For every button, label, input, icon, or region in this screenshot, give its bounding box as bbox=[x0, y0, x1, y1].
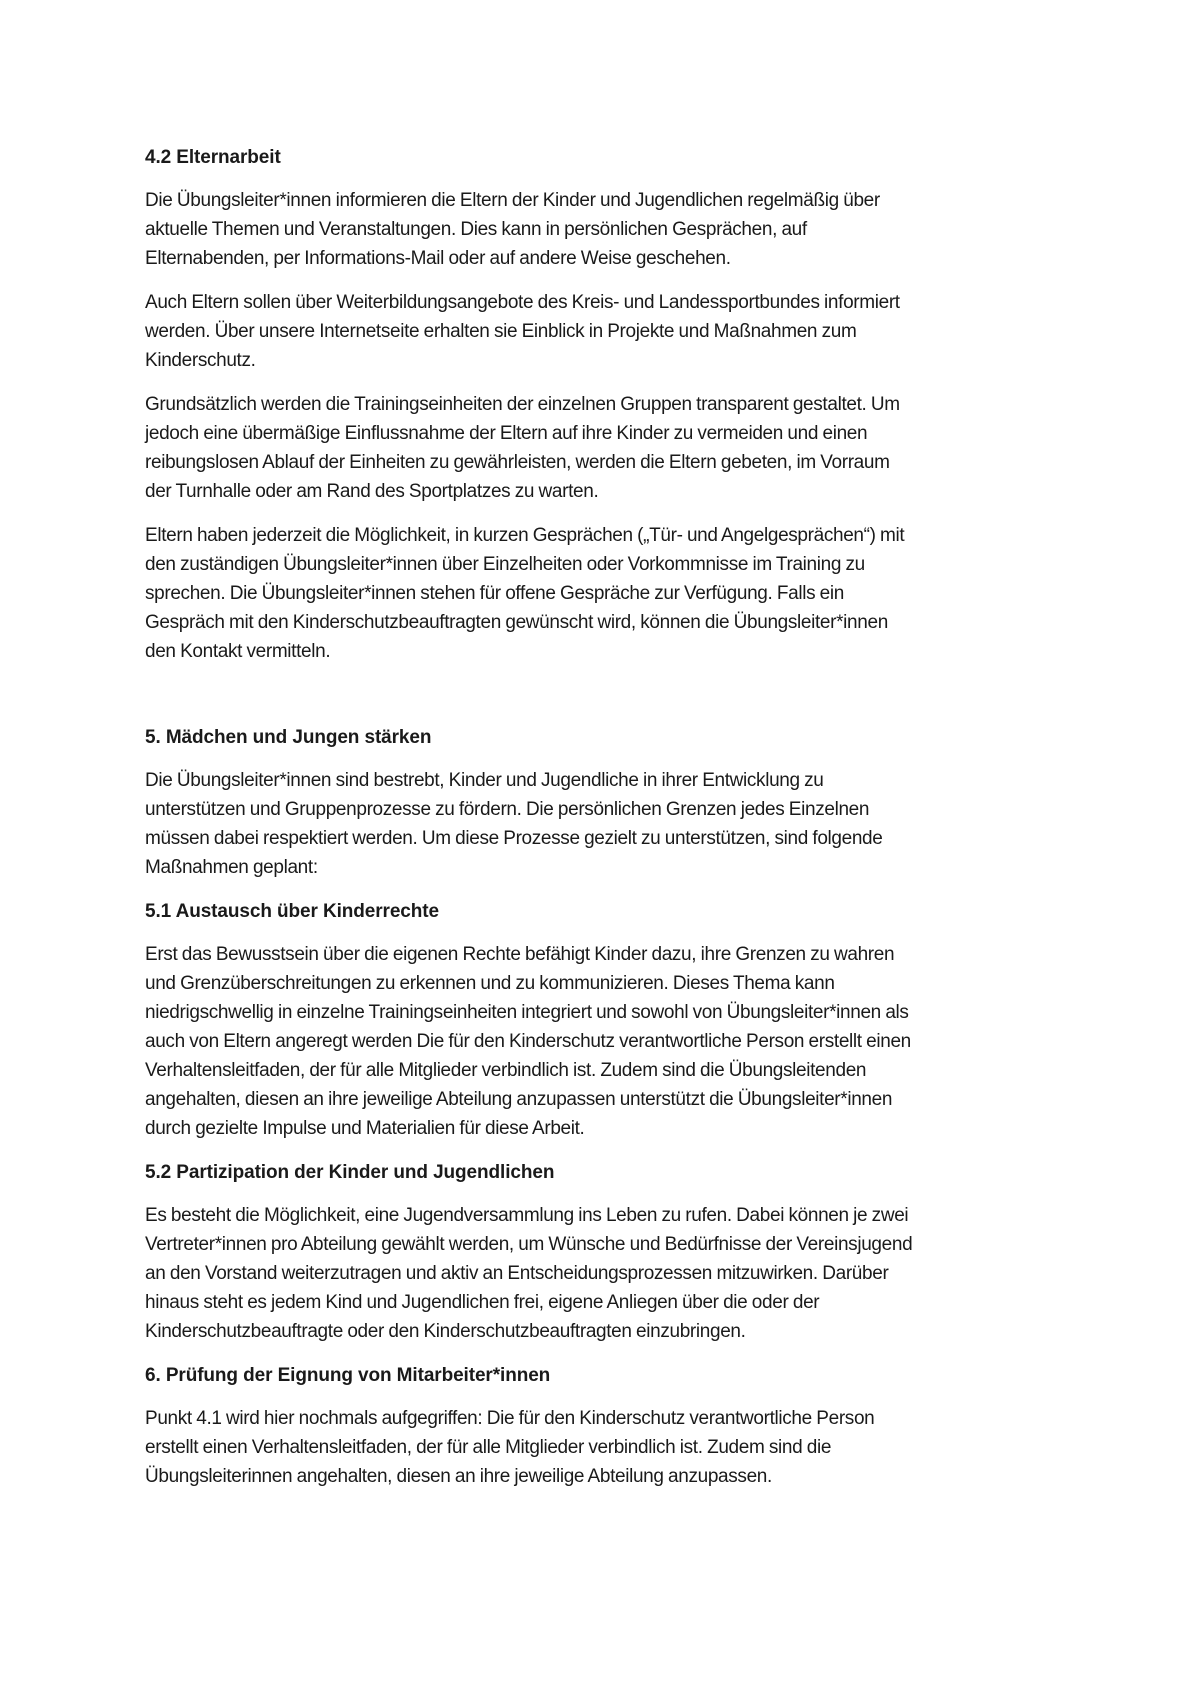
section-heading: 4.2 Elternarbeit bbox=[145, 147, 281, 168]
text-line: Erst das Bewusstsein über die eigenen Rechte befähigt Kinder dazu, ihre Grenzen zu wahren bbox=[145, 944, 895, 965]
text-line: Gespräch mit den Kinderschutzbeauftragten gewünscht wird, können die Übungsleiter*innen bbox=[145, 612, 888, 633]
text-line: aktuelle Themen und Veranstaltungen. Dies kann in persönlichen Gesprächen, auf bbox=[145, 219, 807, 240]
document-page bbox=[145, 143, 1065, 1506]
text-line: Elternabenden, per Informations-Mail oder auf andere Weise geschehen. bbox=[145, 248, 731, 269]
subsection-heading: 5.1 Austausch über Kinderrechte bbox=[145, 901, 439, 922]
section-4-2-elternarbeit bbox=[145, 143, 1065, 666]
text-line: durch gezielte Impulse und Materialien für diese Arbeit. bbox=[145, 1118, 585, 1139]
section-6-pruefung-der-eignung bbox=[145, 1361, 1065, 1491]
text-line: Vertreter*innen pro Abteilung gewählt werden, um Wünsche und Bedürfnisse der Vereinsjugend bbox=[145, 1234, 913, 1255]
text-line: den zuständigen Übungsleiter*innen über Einzelheiten oder Vorkommnisse im Training zu bbox=[145, 554, 865, 575]
text-line: und Grenzüberschreitungen zu erkennen und zu kommunizieren. Dieses Thema kann bbox=[145, 973, 835, 994]
text-line: der Turnhalle oder am Rand des Sportplatzes zu warten. bbox=[145, 481, 599, 502]
text-line: Es besteht die Möglichkeit, eine Jugendversammlung ins Leben zu rufen. Dabei können je zwei bbox=[145, 1205, 909, 1226]
text-line: an den Vorstand weiterzutragen und aktiv an Entscheidungsprozessen mitzuwirken. Darüber bbox=[145, 1263, 889, 1284]
text-line: müssen dabei respektiert werden. Um diese Prozesse gezielt zu unterstützen, sind folgende bbox=[145, 828, 883, 849]
text-line: hinaus steht es jedem Kind und Jugendlichen frei, eigene Anliegen über die oder der bbox=[145, 1292, 820, 1313]
section-5-2-partizipation bbox=[145, 1158, 1065, 1346]
text-line: Übungsleiterinnen angehalten, diesen an ihre jeweilige Abteilung anzupassen. bbox=[145, 1466, 772, 1487]
text-line: Die Übungsleiter*innen informieren die Eltern der Kinder und Jugendlichen regelmäßig über bbox=[145, 190, 880, 211]
text-line: sprechen. Die Übungsleiter*innen stehen für offene Gespräche zur Verfügung. Falls ein bbox=[145, 583, 844, 604]
paragraph bbox=[145, 288, 1065, 375]
text-line: Punkt 4.1 wird hier nochmals aufgegriffen: Die für den Kinderschutz verantwortliche Person bbox=[145, 1408, 875, 1429]
section-heading: 5. Mädchen und Jungen stärken bbox=[145, 727, 432, 748]
text-line: Verhaltensleitfaden, der für alle Mitglieder verbindlich ist. Zudem sind die Übungsleitenden bbox=[145, 1060, 867, 1081]
text-line: Eltern haben jederzeit die Möglichkeit, in kurzen Gesprächen („Tür- und Angelgesprächen“) mit bbox=[145, 525, 905, 546]
text-line: Kinderschutzbeauftragte oder den Kinderschutzbeauftragten einzubringen. bbox=[145, 1321, 746, 1342]
section-5-1-austausch-ueber-kinderrechte bbox=[145, 897, 1065, 1143]
text-line: werden. Über unsere Internetseite erhalten sie Einblick in Projekte und Maßnahmen zum bbox=[145, 321, 857, 342]
section-heading: 6. Prüfung der Eignung von Mitarbeiter*innen bbox=[145, 1365, 551, 1386]
text-line: Grundsätzlich werden die Trainingseinheiten der einzelnen Gruppen transparent gestaltet. Um bbox=[145, 394, 900, 415]
text-line: Die Übungsleiter*innen sind bestrebt, Kinder und Jugendliche in ihrer Entwicklung zu bbox=[145, 770, 824, 791]
text-line: angehalten, diesen an ihre jeweilige Abteilung anzupassen unterstützt die Übungsleiter*innen bbox=[145, 1089, 893, 1110]
text-line: auch von Eltern angeregt werden Die für den Kinderschutz verantwortliche Person erstellt einen bbox=[145, 1031, 911, 1052]
text-line: Auch Eltern sollen über Weiterbildungsangebote des Kreis- und Landessportbundes informiert bbox=[145, 292, 900, 313]
section-spacer bbox=[145, 681, 1065, 723]
text-line: den Kontakt vermitteln. bbox=[145, 641, 331, 662]
text-line: Maßnahmen geplant: bbox=[145, 857, 318, 878]
paragraph bbox=[145, 390, 1065, 506]
paragraph bbox=[145, 521, 1065, 666]
section-5-maedchen-und-jungen-staerken bbox=[145, 723, 1065, 882]
text-line: jedoch eine übermäßige Einflussnahme der Eltern auf ihre Kinder zu vermeiden und einen bbox=[145, 423, 868, 444]
paragraph bbox=[145, 1201, 1065, 1346]
paragraph bbox=[145, 940, 1065, 1143]
subsection-heading: 5.2 Partizipation der Kinder und Jugendlichen bbox=[145, 1162, 555, 1183]
text-line: Kinderschutz. bbox=[145, 350, 256, 371]
paragraph bbox=[145, 766, 1065, 882]
text-line: erstellt einen Verhaltensleitfaden, der für alle Mitglieder verbindlich ist. Zudem sind die bbox=[145, 1437, 832, 1458]
text-line: unterstützen und Gruppenprozesse zu fördern. Die persönlichen Grenzen jedes Einzelnen bbox=[145, 799, 870, 820]
text-line: reibungslosen Ablauf der Einheiten zu gewährleisten, werden die Eltern gebeten, im Vorraum bbox=[145, 452, 890, 473]
paragraph bbox=[145, 1404, 1065, 1491]
paragraph bbox=[145, 186, 1065, 273]
text-line: niedrigschwellig in einzelne Trainingseinheiten integriert und sowohl von Übungsleiter*innen als bbox=[145, 1002, 909, 1023]
